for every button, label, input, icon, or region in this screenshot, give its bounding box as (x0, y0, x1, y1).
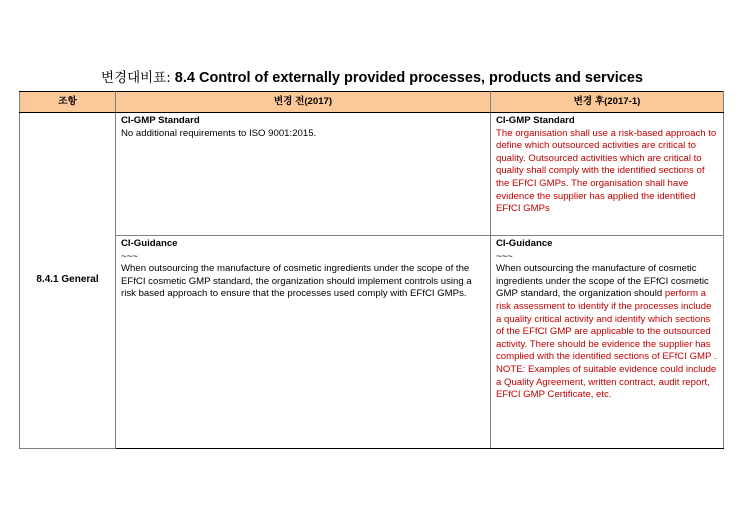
title-korean: 변경대비표: (101, 70, 171, 86)
after-guidance-text (496, 263, 718, 364)
header-after: 변경 후(2017-1) (491, 92, 724, 113)
after-guidance-note: NOTE: Examples of suitable evidence could include a Quality Agreement, written contract, audit report, EFfCI GMP Certificate, etc. (496, 363, 717, 401)
after-guidance-text-unchanged: When outsourcing the manufacture of cosmetic ingredients under the scope of the EFfCI cosmetic GMP standard, the organization should (496, 263, 709, 300)
after-guidance-text-changed: perform a risk assessment to identify if the processes include a quality critical activity and identify which sections of the EFfCI GMP are applicable to the outsourced activity. There should be evidence the supplier has complied with the identified sections of EFfCI GMP . (496, 288, 717, 363)
after-guidance-cell (491, 236, 724, 449)
header-before: 변경 전(2017) (116, 92, 491, 113)
after-standard-heading: CI-GMP Standard (496, 115, 575, 126)
after-standard-cell (491, 113, 724, 236)
table-row (20, 113, 724, 236)
before-standard-text: No additional requirements to ISO 9001:2015. (121, 127, 317, 139)
comparison-table (19, 91, 724, 449)
header-clause: 조항 (20, 92, 116, 113)
before-guidance-heading: CI-Guidance (121, 238, 178, 249)
after-guidance-tilde: ~~~ (496, 250, 513, 262)
before-guidance-cell (116, 236, 491, 449)
page-title (101, 66, 643, 86)
clause-cell: 8.4.1 General (20, 113, 116, 449)
after-guidance-heading: CI-Guidance (496, 238, 553, 249)
before-standard-cell (116, 113, 491, 236)
table-row (20, 236, 724, 449)
before-guidance-tilde: ~~~ (121, 250, 138, 262)
table-header-row (20, 92, 724, 113)
before-standard-heading: CI-GMP Standard (121, 115, 200, 126)
after-standard-text: The organisation shall use a risk-based approach to define which outsourced activities are critical to quality. Outsourced activities which are critical to quality shall comply with the identified sections of the EFfCI GMPs. The organisation shall have evidence the supplier has applied the identified EFfCI GMPs (496, 127, 717, 215)
before-guidance-text: When outsourcing the manufacture of cosmetic ingredients under the scope of the EFfCI cosmetic GMP standard, the organization should implement controls using a risk based approach to ensure that the processes used comply with EFfCI GMPs. (121, 263, 472, 300)
title-english: 8.4 Control of externally provided processes, products and services (174, 70, 643, 86)
